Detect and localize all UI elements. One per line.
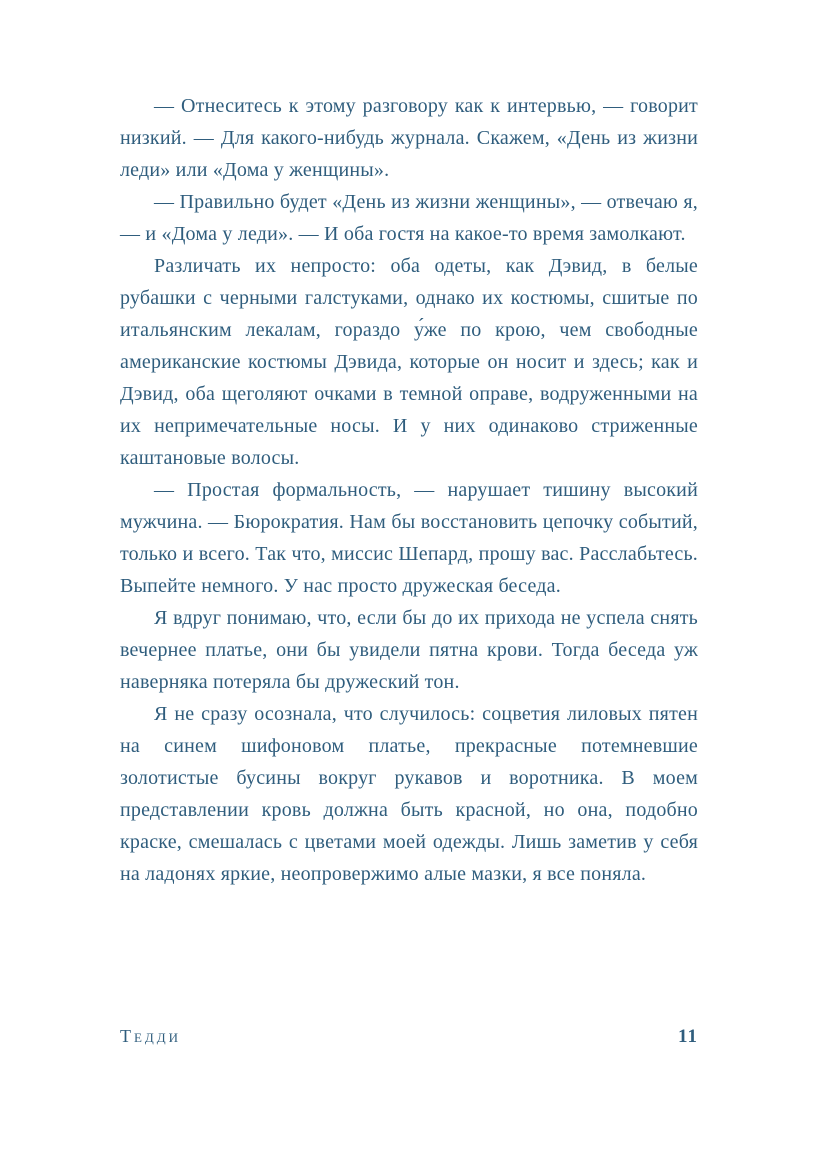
paragraph: Я не сразу осознала, что случилось: соцветия лиловых пятен на синем шифоновом платье, прекрасные потемневшие золотистые бусины вокруг рукавов и воротника. В моем представлении кровь должна быть красной, но она, подобно краске, смешалась с цветами моей одежды. Лишь заметив у себя на ладонях яркие, неопровержимо алые мазки, я все поняла. <box>120 703 698 885</box>
page-text <box>120 90 698 890</box>
page-number: 11 <box>678 1026 698 1047</box>
paragraph: — Простая формальность, — нарушает тишину высокий мужчина. — Бюрократия. Нам бы восстановить цепочку событий, только и всего. Так что, миссис Шепард, прошу вас. Расслабьтесь. Выпейте немного. У нас просто дружеская беседа. <box>120 479 698 597</box>
paragraph: — Правильно будет «День из жизни женщины», — отвечаю я, — и «Дома у леди». — И оба гостя на какое-то время замолкают. <box>120 191 698 245</box>
running-title: Тедди <box>120 1026 182 1046</box>
paragraph: — Отнеситесь к этому разговору как к интервью, — говорит низкий. — Для какого-нибудь журнала. Скажем, «День из жизни леди» или «Дома у женщины». <box>120 95 698 181</box>
paragraph: Я вдруг понимаю, что, если бы до их прихода не успела снять вечернее платье, они бы увидели пятна крови. Тогда беседа уж наверняка потеряла бы дружеский тон. <box>120 607 698 693</box>
paragraph: Различать их непросто: оба одеты, как Дэвид, в белые рубашки с черными галстуками, однако их костюмы, сшитые по итальянским лекалам, гораздо у́же по крою, чем свободные американские костюмы Дэвида, которые он носит и здесь; как и Дэвид, оба щеголяют очками в темной оправе, водруженными на их непримечательные носы. И у них одинаково стриженные каштановые волосы. <box>120 255 698 469</box>
page-footer <box>120 1026 698 1048</box>
